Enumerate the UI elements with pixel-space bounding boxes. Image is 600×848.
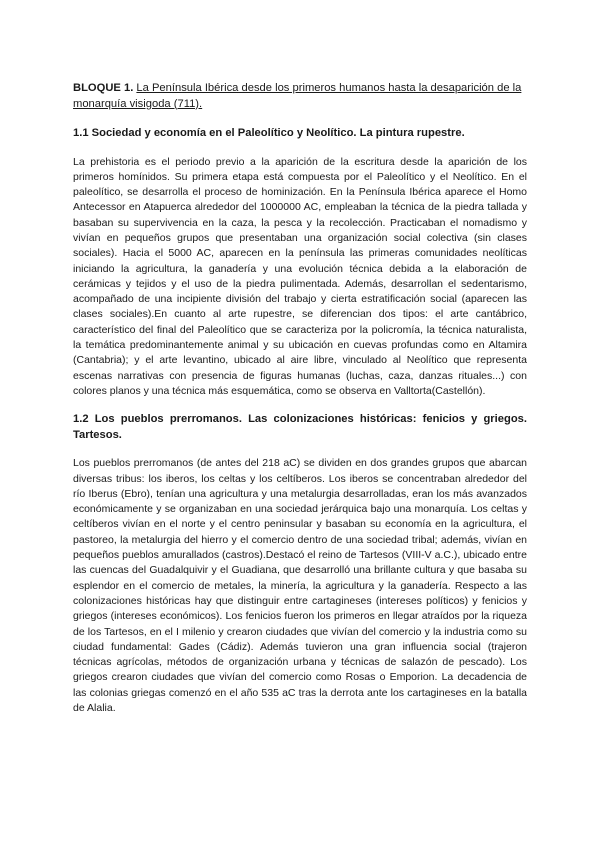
section-heading-1-2: 1.2 Los pueblos prerromanos. Las colonizaciones históricas: fenicios y griegos. Tartesos. bbox=[73, 413, 527, 441]
section-heading-1-1: 1.1 Sociedad y economía en el Paleolítico y Neolítico. La pintura rupestre. bbox=[73, 127, 465, 139]
bloque-title: La Península Ibérica desde los primeros humanos hasta la desaparición de la monarquía visigoda (711). bbox=[73, 82, 522, 110]
section-body-1-1: La prehistoria es el periodo previo a la aparición de la escritura desde la aparición de los primeros homínidos. Su primera etapa está compuesta por el Paleolítico y el Neolítico. En el paleolítico, se desarrolla el proceso de hominización. En la Península Ibérica aparece el Homo Antecessor en Atapuerca alrededor del 1000000 AC, empleaban la técnica de la piedra tallada y basaban su supervivencia en la caza, la pesca y la recolección. Practicaban el nomadismo y vivían en pequeños grupos que presentaban una organización social colectiva (sin clases sociales). Hacia el 5000 AC, aparecen en la península las primeras comunidades neolíticas iniciando la agricultura, la ganadería y una evolución técnica debida a la elaboración de cerámicas y tejidos y el uso de la piedra pulimentada. Además, desarrollan el sedentarismo, acompañado de una incipiente división del trabajo y cierta estratificación social (aparecen las clases sociales).En cuanto al arte rupestre, se diferencian dos tipos: el arte cantábrico, característico del final del Paleolítico que se caracteriza por la policromía, la técnica naturalista, la temática predominantemente animal y su ubicación en cuevas profundas como en Altamira (Cantabria); y el arte levantino, ubicado al aire libre, vinculado al Neolítico que representa escenas narrativas con presencia de figuras humanas (luchas, caza, danzas rituales...) con colores planos y una técnica más esquemática, como se observa en Valltorta(Castellón). bbox=[73, 155, 527, 397]
section-body-1-2: Los pueblos prerromanos (de antes del 218 aC) se dividen en dos grandes grupos que abarcan diversas tribus: los iberos, los celtas y los celtíberos. Los iberos se concentraban alrededor del río Iberus (Ebro), tenían una agricultura y una metalurgia desarrolladas, eran los más avanzados económicamente y se organizaban en una sociedad jerárquica bajo una monarquía. Los celtas y celtíberos vivían en el norte y el centro peninsular y basaban su economía en la agricultura, el pastoreo, la metalurgia del hierro y el comercio dentro de una sociedad tribal; además, vivían en pequeños pueblos amurallados (castros).Destacó el reino de Tartesos (VIII-V a.C.), ubicado entre las cuencas del Guadalquivir y el Guadiana, que desarrolló una brillante cultura y que basaba su esplendor en el comercio de metales, la minería, la agricultura y la ganadería. Respecto a las colonizaciones históricas hay que distinguir entre cartagineses (intereses políticos) y fenicios y griegos (intereses económicos). Los fenicios fueron los primeros en llegar atraídos por la riqueza de los Tartesos, en el I milenio y crearon ciudades que vivían del comercio y la industria como su ciudad fundamental: Gades (Cádiz). Además tuvieron una gran influencia social (trajeron técnicas agrícolas, métodos de organización urbana y técnicas de salazón de pescado). Los griegos crearon ciudades que vivían del comercio como Rosas o Emporion. La decadencia de las colonias griegas comenzó en el año 535 aC tras la derrota ante los cartagineses en la batalla de Alalia. bbox=[73, 457, 527, 714]
bloque-header bbox=[73, 81, 527, 112]
bloque-label: BLOQUE 1. bbox=[73, 82, 134, 94]
document-page bbox=[73, 81, 527, 729]
